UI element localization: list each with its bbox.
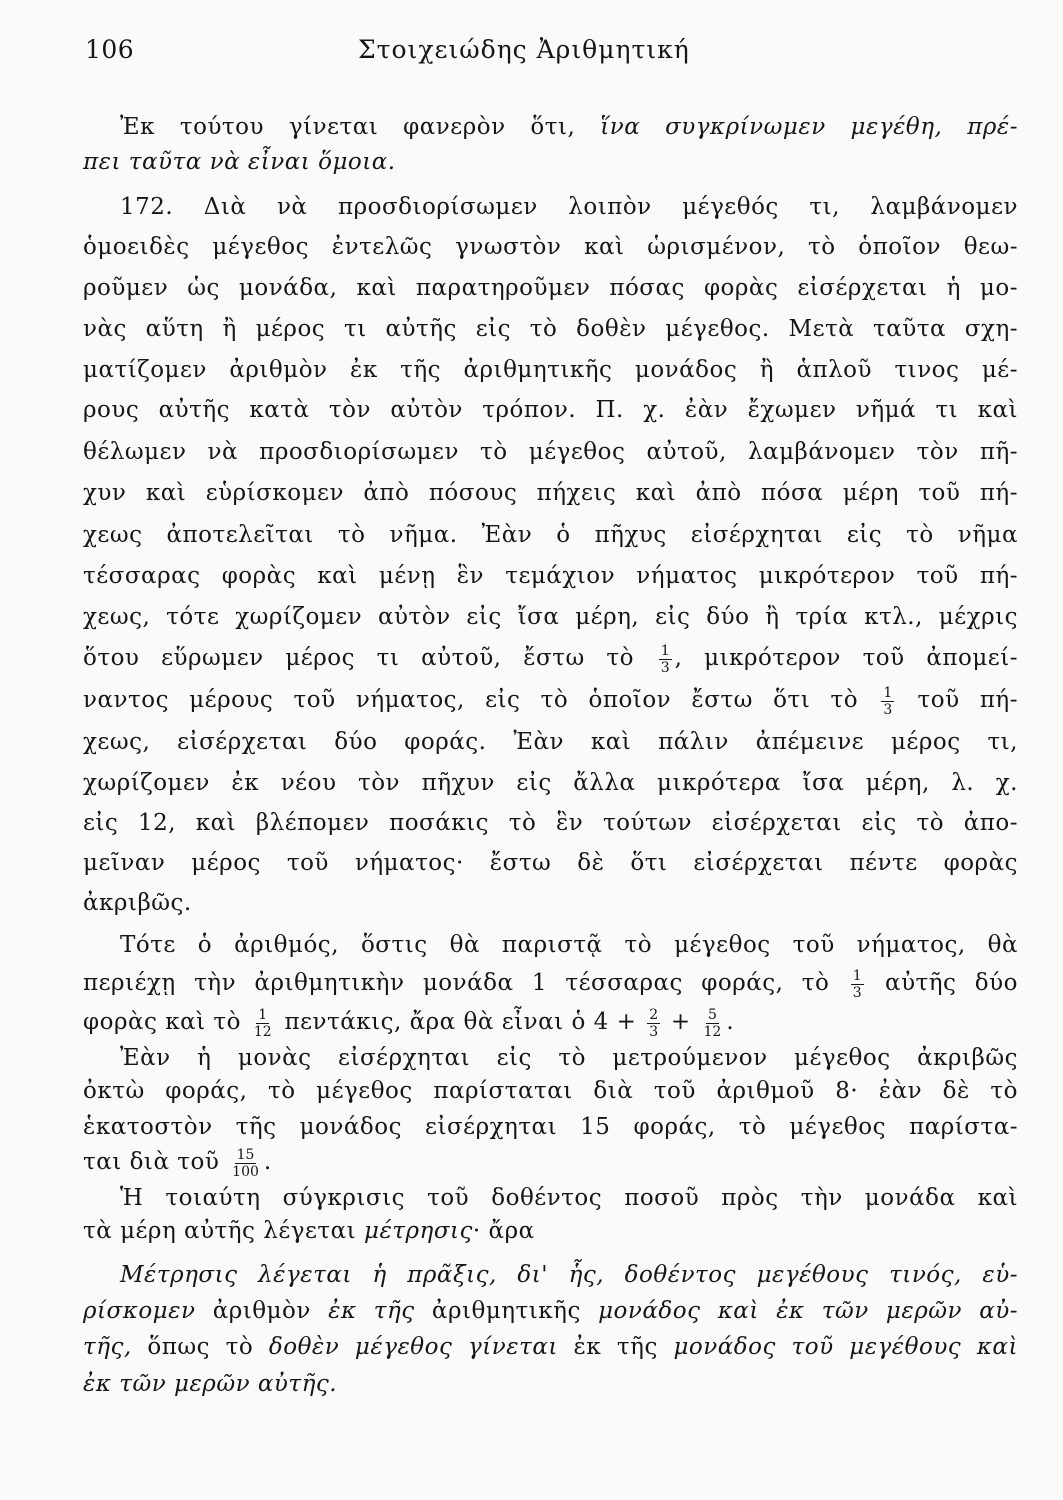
text-line [83,142,1018,182]
fraction-denominator: 3 [883,701,893,718]
text-line [120,107,1018,147]
text-line [83,309,1018,349]
text-line [83,1291,1018,1331]
text-segment: ἐκ τῆς [557,1334,674,1360]
text-line [83,597,1018,637]
text-segment: χυν καὶ εὑρίσκομεν ἀπὸ πόσους πήχεις καὶ ἀπὸ πόσα μέρη τοῦ πή- [83,480,1018,506]
italic-text-segment: ἐκ τῶν μερῶν αὐτῆς. [83,1371,338,1397]
text-segment: ροῦμεν ὡς μονάδα, καὶ παρατηροῦμεν πόσας φορὰς εἰσέρχεται ἡ μο- [83,275,1018,301]
fraction [851,969,864,1000]
text-line [83,227,1018,267]
text-line [120,187,1018,227]
page-number: 106 [85,35,135,64]
text-line [83,803,1018,843]
text-segment: Ἡ τοιαύτη σύγκρισις τοῦ δοθέντος ποσοῦ πρὸς τὴν μονάδα καὶ [120,1185,1018,1211]
running-title: Στοιχειώδης Ἀριθμητική [358,35,690,64]
text-line [83,843,1018,883]
text-segment: τέσσαρας φορὰς καὶ μένῃ ἓν τεμάχιον νήματος μικρότερον τοῦ πή- [83,563,1018,589]
italic-text-segment: μέτρησις [364,1218,473,1244]
italic-text-segment: τῆς, [83,1334,132,1360]
text-segment: ναντος μέρους τοῦ νήματος, εἰς τὸ ὁποῖον ἔστω ὅτι τὸ [83,687,879,713]
text-segment: φορὰς καὶ τὸ [83,1009,249,1035]
text-line [83,1211,1018,1251]
text-segment: χεως, εἰσέρχεται δύο φοράς. Ἐὰν καὶ πάλιν ἀπέμεινε μέρος τι, [83,729,1018,755]
text-segment: νὰς αὕτη ἢ μέρος τι αὐτῆς εἰς τὸ δοθὲν μέγεθος. Μετὰ ταῦτα σχη- [83,316,1018,342]
text-segment: Ἐκ τούτου γίνεται φανερὸν ὅτι, [120,114,601,140]
fraction-denominator: 12 [253,1023,272,1040]
text-line [83,638,1018,678]
text-line [120,925,1018,965]
text-line [83,963,1018,1003]
text-segment: ὁμοειδὲς μέγεθος ἐντελῶς γνωστὸν καὶ ὡρισμένον, τὸ ὁποῖον θεω- [83,234,1018,260]
text-segment: αὐτῆς δύο [866,970,1018,996]
fraction-denominator: 100 [232,1163,259,1180]
text-segment: ὅτου εὕρωμεν μέρος τι αὐτοῦ, ἔστω τὸ [83,645,656,671]
text-segment: Τότε ὁ ἀριθμός, ὅστις θὰ παριστᾷ τὸ μέγεθος τοῦ νήματος, θὰ [120,932,1018,958]
text-segment: ἀριθμητικῆς [414,1298,599,1324]
italic-text-segment: μονάδος καὶ ἐκ τῶν μερῶν αὐ- [598,1298,1018,1324]
text-segment: 172. Διὰ νὰ προσδιορίσωμεν λοιπὸν μέγεθός τι, λαμβάνομεν [120,194,1018,220]
fraction [702,1008,724,1039]
italic-text-segment: δοθὲν μέγεθος γίνεται [268,1334,558,1360]
text-segment: ὀκτὼ φοράς, τὸ μέγεθος παρίσταται διὰ τοῦ ἀριθμοῦ 8· ἐὰν δὲ τὸ [83,1078,1018,1104]
fraction-numerator: 1 [883,684,893,701]
text-line [83,473,1018,513]
text-segment: τοῦ πή- [897,687,1018,713]
text-line [83,1142,1018,1182]
text-segment: τὰ μέρη αὐτῆς λέγεται [83,1218,364,1244]
text-segment: ρους αὐτῆς κατὰ τὸν αὐτὸν τρόπον. Π. χ. ἐὰν ἔχωμεν νῆμά τι καὶ [83,397,1018,423]
text-segment: Ἐὰν ἡ μονὰς εἰσέρχηται εἰς τὸ μετρούμενον μέγεθος ἀκριβῶς [120,1045,1018,1071]
italic-text-segment: ρίσκομεν [83,1298,196,1324]
fraction [252,1008,274,1039]
italic-text-segment: Μέτρησις λέγεται ἡ πρᾶξις, δι' ἧς, δοθέντος μεγέθους τινός, εὑ- [120,1262,1018,1288]
text-segment: περιέχῃ τὴν ἀριθμητικὴν μονάδα 1 τέσσαρας φοράς, τὸ [83,970,848,996]
text-segment: ἀκριβῶς. [83,890,192,916]
text-segment: + [663,1009,699,1035]
text-segment: χωρίζομεν ἐκ νέου τὸν πῆχυν εἰς ἄλλα μικρότερα ἴσα μέρη, λ. χ. [83,770,1018,796]
text-line [83,722,1018,762]
text-line [83,680,1018,720]
text-segment: θέλωμεν νὰ προσδιορίσωμεν τὸ μέγεθος αὐτοῦ, λαμβάνομεν τὸν πῆ- [83,439,1018,465]
text-segment: ὅπως τὸ [131,1334,269,1360]
text-segment: ἑκατοστὸν τῆς μονάδος εἰσέρχηται 15 φοράς, τὸ μέγεθος παρίστα- [83,1114,1018,1140]
text-line [83,515,1018,555]
fraction-numerator: 5 [707,1006,717,1023]
fraction-numerator: 2 [649,1006,659,1023]
text-line [83,763,1018,803]
text-line [83,1327,1018,1367]
text-segment: . [263,1149,272,1175]
fraction-numerator: 15 [236,1146,255,1163]
text-line [83,432,1018,472]
text-segment: χεως, τότε χωρίζομεν αὐτὸν εἰς ἴσα μέρη, εἰς δύο ἢ τρία κτλ., μέχρις [83,604,1018,630]
text-segment: μεῖναν μέρος τοῦ νήματος· ἔστω δὲ ὅτι εἰσέρχεται πέντε φορὰς [83,850,1018,876]
italic-text-segment: πει ταῦτα νὰ εἶναι ὅμοια. [83,149,396,175]
text-line [83,556,1018,596]
text-line [83,1364,1018,1404]
fraction-denominator: 3 [660,659,670,676]
text-segment: . [726,1009,735,1035]
text-segment: πεντάκις, ἄρα θὰ εἶναι ὁ 4 + [276,1009,645,1035]
text-line [83,1107,1018,1147]
fraction-numerator: 1 [660,642,670,659]
fraction [647,1008,660,1039]
text-segment: · ἄρα [472,1218,535,1244]
text-line [120,1255,1018,1295]
fraction [881,686,894,717]
fraction [230,1148,261,1179]
text-segment: εἰς 12, καὶ βλέπομεν ποσάκις τὸ ἓν τούτων εἰσέρχεται εἰς τὸ ἀπο- [83,810,1018,836]
text-line [83,883,1018,923]
text-segment: ματίζομεν ἀριθμὸν ἐκ τῆς ἀριθμητικῆς μονάδος ἢ ἁπλοῦ τινος μέ- [83,357,1018,383]
text-segment: χεως ἀποτελεῖται τὸ νῆμα. Ἐὰν ὁ πῆχυς εἰσέρχηται εἰς τὸ νῆμα [83,522,1018,548]
text-line [83,350,1018,390]
fraction-denominator: 12 [703,1023,722,1040]
fraction-denominator: 3 [649,1023,659,1040]
italic-text-segment: ἐκ τῆς [328,1298,415,1324]
text-segment: ἀριθμὸν [195,1298,329,1324]
italic-text-segment: μονάδος τοῦ μεγέθους καὶ [673,1334,1018,1360]
text-line [83,1071,1018,1111]
fraction-numerator: 1 [852,967,862,984]
text-line [83,1002,1018,1042]
fraction-denominator: 3 [852,984,862,1001]
fraction-numerator: 1 [258,1006,268,1023]
text-line [83,390,1018,430]
text-line [83,268,1018,308]
text-segment: ται διὰ τοῦ [83,1149,228,1175]
italic-text-segment: ἵνα συγκρίνωμεν μεγέθη, πρέ- [600,114,1018,140]
text-segment: , μικρότερον τοῦ ἀπομεί- [674,645,1018,671]
fraction [659,644,672,675]
